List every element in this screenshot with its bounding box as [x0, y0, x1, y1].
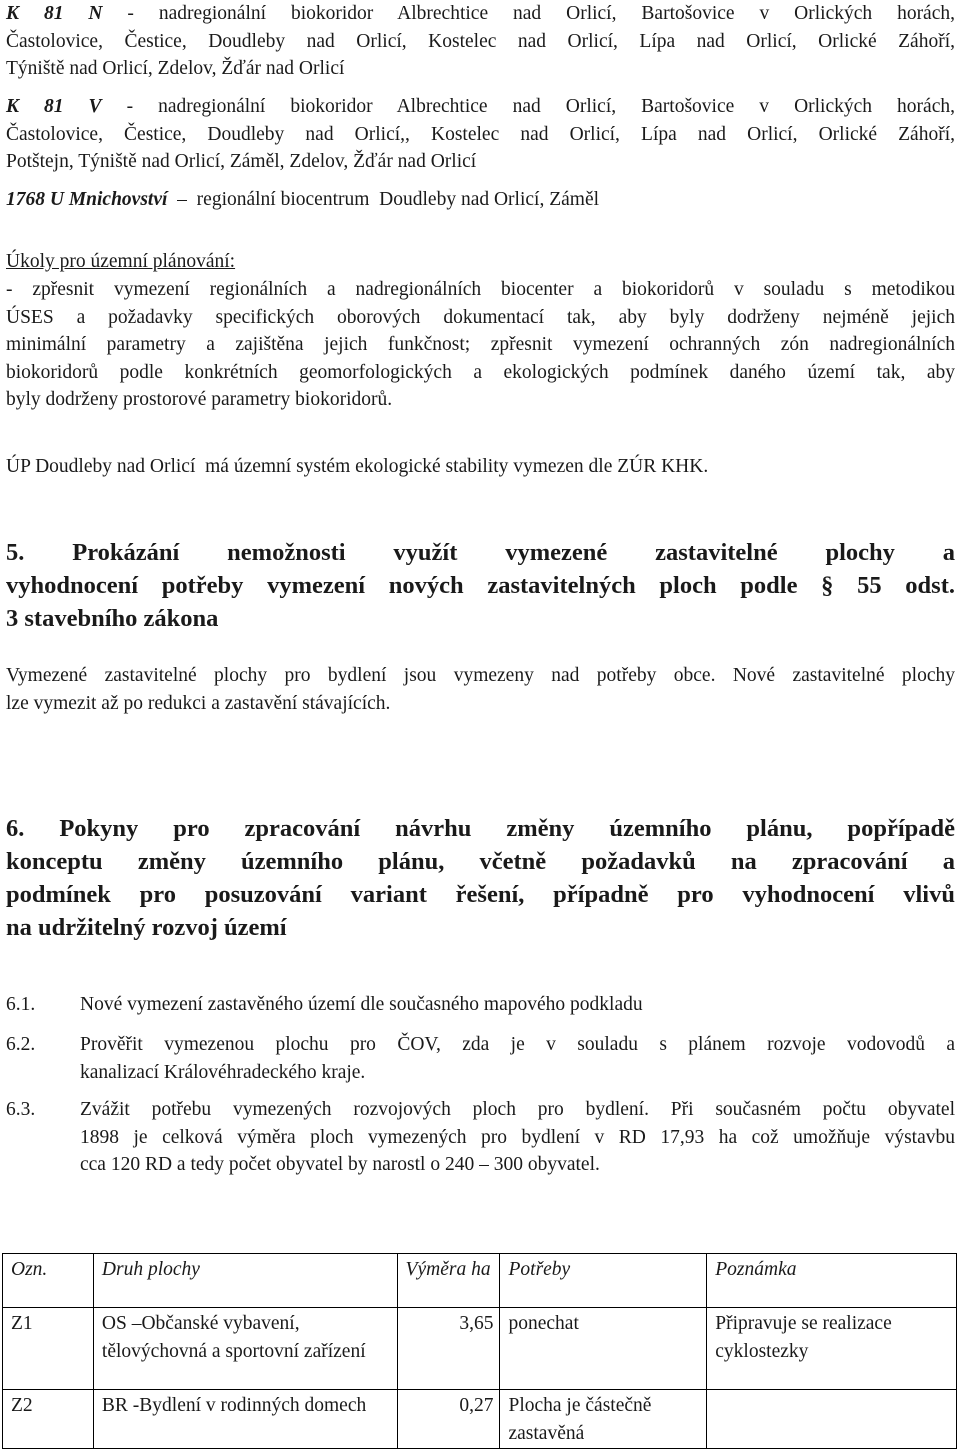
table-row: [3, 1390, 957, 1449]
areas-table: [2, 1253, 957, 1449]
corridor-k81n: [6, 0, 955, 83]
table-header-cell: Výměra ha: [397, 1254, 500, 1308]
corridor-code: K 81 N: [6, 3, 103, 24]
item-line: Zvážit potřebu vymezených rozvojových ploch pro bydlení. Při současném počtu obyvatel: [80, 1099, 955, 1120]
uses-note: [6, 453, 955, 481]
table-header-cell: Potřeby: [500, 1254, 707, 1308]
table-cell: Z1: [3, 1308, 94, 1390]
item-number: 6.2.: [6, 1034, 36, 1055]
table-header-cell: Ozn.: [3, 1254, 94, 1308]
uses-note-text: ÚP Doudleby nad Orlicí má územní systém ekologické stability vymezen dle ZÚR KHK.: [6, 456, 709, 477]
corridor-text: Častolovice, Čestice, Doudleby nad Orlicí, Kostelec nad Orlicí, Lípa nad Orlicí, Orlické Záhoří,: [6, 30, 955, 52]
biocentrum-code: 1768 U Mnichovství: [6, 189, 168, 210]
corridor-text: - nadregionální biokoridor Albrechtice nad Orlicí, Bartošovice v Orlických horách,: [101, 96, 955, 117]
table-cell: BR -Bydlení v rodinných domech: [93, 1390, 397, 1449]
corridor-text: Týniště nad Orlicí, Zdelov, Žďár nad Orlicí: [6, 58, 345, 79]
tasks-line: minimální parametry a zajištěna jejich funkčnost; zpřesnit vymezení ochranných zón nadregionálních: [6, 334, 955, 355]
item-line: kanalizací Královéhradeckého kraje.: [80, 1061, 366, 1083]
table-cell: ponechat: [500, 1308, 707, 1390]
body-line: Vymezené zastavitelné plochy pro bydlení jsou vymezeny nad potřeby obce. Nové zastavitelné plochy: [6, 665, 955, 686]
corridor-code: K 81 V: [6, 96, 102, 117]
table-header-cell: Poznámka: [707, 1254, 957, 1308]
item-line: Prověřit vymezenou plochu pro ČOV, zda je v souladu s plánem rozvoje vodovodů a: [80, 1034, 955, 1055]
item-number: 6.3.: [6, 1099, 36, 1120]
biocentrum-line: [6, 186, 955, 214]
tasks-line: biokoridorů podle konkrétních geomorfologických a ekologických podmínek daného území tak, aby: [6, 361, 955, 383]
item-line: 1898 je celková výměra ploch vymezených pro bydlení v RD 17,93 ha což umožňuje výstavbu: [80, 1126, 955, 1148]
heading-line: podmínek pro posuzování variant řešení, případně pro vyhodnocení vlivů: [6, 881, 955, 908]
tasks-line: byly dodrženy prostorové parametry biokoridorů.: [6, 389, 393, 410]
table-cell: 0,27: [397, 1390, 500, 1449]
heading-line: 5. Prokázání nemožnosti využít vymezené zastavitelné plochy a: [6, 539, 955, 566]
heading-line: vyhodnocení potřeby vymezení nových zastavitelných ploch podle § 55 odst.: [6, 572, 955, 599]
item-line: cca 120 RD a tedy počet obyvatel by narostl o 240 – 300 obyvatel.: [80, 1154, 600, 1175]
heading-line: konceptu změny územního plánu, včetně požadavků na zpracování a: [6, 848, 955, 875]
corridor-text: Častolovice, Čestice, Doudleby nad Orlicí,, Kostelec nad Orlicí, Lípa nad Orlicí, Orlické Záhoří,: [6, 123, 955, 145]
table-row: [3, 1308, 957, 1390]
table-cell: OS –Občanské vybavení, tělovýchovná a sportovní zařízení: [93, 1308, 397, 1390]
corridor-k81v: [6, 93, 955, 176]
tasks-line: ÚSES a požadavky specifických oborových dokumentací tak, aby byly dodrženy nejméně jejich: [6, 306, 955, 328]
table-cell: Připravuje se realizace cyklostezky: [707, 1308, 957, 1390]
section-5-heading: [6, 536, 955, 635]
heading-line: na udržitelný rozvoj území: [6, 914, 287, 941]
heading-line: 3 stavebního zákona: [6, 605, 219, 632]
section-6-heading: [6, 812, 955, 944]
table-cell: [707, 1390, 957, 1449]
tasks-line: - zpřesnit vymezení regionálních a nadregionálních biocenter a biokoridorů v souladu s metodikou: [6, 279, 955, 300]
tasks-heading-text: Úkoly pro územní plánování:: [6, 251, 236, 272]
table-header-cell: Druh plochy: [93, 1254, 397, 1308]
section-5-body: [6, 662, 955, 717]
biocentrum-text: – regionální biocentrum Doudleby nad Orlicí, Záměl: [167, 189, 600, 210]
item-line: Nové vymezení zastavěného území dle současného mapového podkladu: [80, 994, 643, 1015]
corridor-text: - nadregionální biokoridor Albrechtice nad Orlicí, Bartošovice v Orlických horách,: [102, 3, 955, 24]
corridor-text: Potštejn, Týniště nad Orlicí, Záměl, Zdelov, Žďár nad Orlicí: [6, 151, 477, 172]
table-cell: Plocha je částečně zastavěná: [500, 1390, 707, 1449]
heading-line: 6. Pokyny pro zpracování návrhu změny územního plánu, popřípadě: [6, 815, 955, 842]
item-number: 6.1.: [6, 994, 36, 1015]
tasks-heading: [6, 248, 955, 276]
tasks-body: [6, 276, 955, 414]
table-cell: Z2: [3, 1390, 94, 1449]
table-header-row: [3, 1254, 957, 1308]
table-cell: 3,65: [397, 1308, 500, 1390]
body-line: lze vymezit až po redukci a zastavění stávajících.: [6, 692, 391, 714]
